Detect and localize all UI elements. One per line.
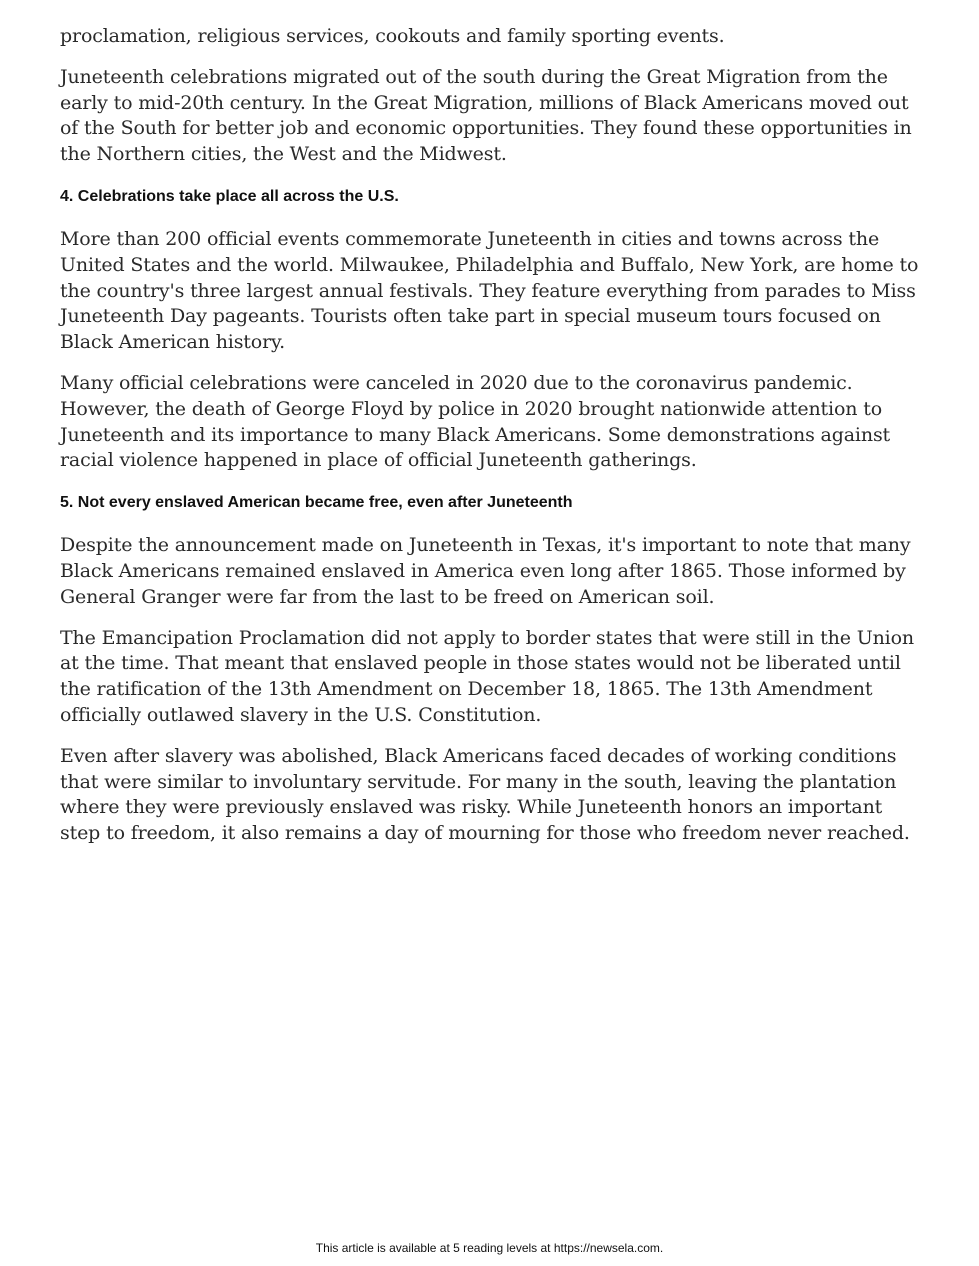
paragraph: More than 200 official events commemorate Juneteenth in cities and towns across the United States and the world. Milwaukee, Philadelphia and Buffalo, New York, are home to the country's three largest annual festivals. They feature everything from parades to Miss Juneteenth Day pageants. Tourists often take part in special museum tours focused on Black American history. (60, 227, 919, 354)
page-footer: This article is available at 5 reading levels at https://newsela.com. (315, 1241, 664, 1255)
paragraph: Juneteenth celebrations migrated out of the south during the Great Migration from the early to mid-20th century. In the Great Migration, millions of Black Americans moved out of the South for better job and economic opportunities. They found these opportunities in the Northern cities, the West and the Midwest. (60, 65, 912, 166)
paragraph: proclamation, religious services, cookouts and family sporting events. (60, 25, 725, 47)
paragraph: The Emancipation Proclamation did not apply to border states that were still in the Union at the time. That meant that enslaved people in those states would not be liberated until the ratification of the 13th Amendment on December 18, 1865. The 13th Amendment officially outlawed slavery in the U.S. Constitution. (60, 626, 914, 726)
paragraph: Many official celebrations were canceled in 2020 due to the coronavirus pandemic. However, the death of George Floyd by police in 2020 brought nationwide attention to Juneteenth and its importance to many Black Americans. Some demonstrations against racial violence happened in place of official Juneteenth gatherings. (60, 371, 891, 472)
section-heading: 5. Not every enslaved American became free, even after Juneteenth (60, 494, 573, 512)
paragraph: Even after slavery was abolished, Black Americans faced decades of working conditions that were similar to involuntary servitude. For many in the south, leaving the plantation where they were previously enslaved was risky. While Juneteenth honors an important step to freedom, it also remains a day of mourning for those who freedom never reached. (60, 744, 910, 845)
section-heading: 4. Celebrations take place all across the U.S. (60, 187, 399, 205)
article-body (60, 24, 922, 862)
paragraph: Despite the announcement made on Juneteenth in Texas, it's important to note that many Black Americans remained enslaved in America even long after 1865. Those informed by General Granger were far from the last to be freed on American soil. (60, 534, 911, 608)
